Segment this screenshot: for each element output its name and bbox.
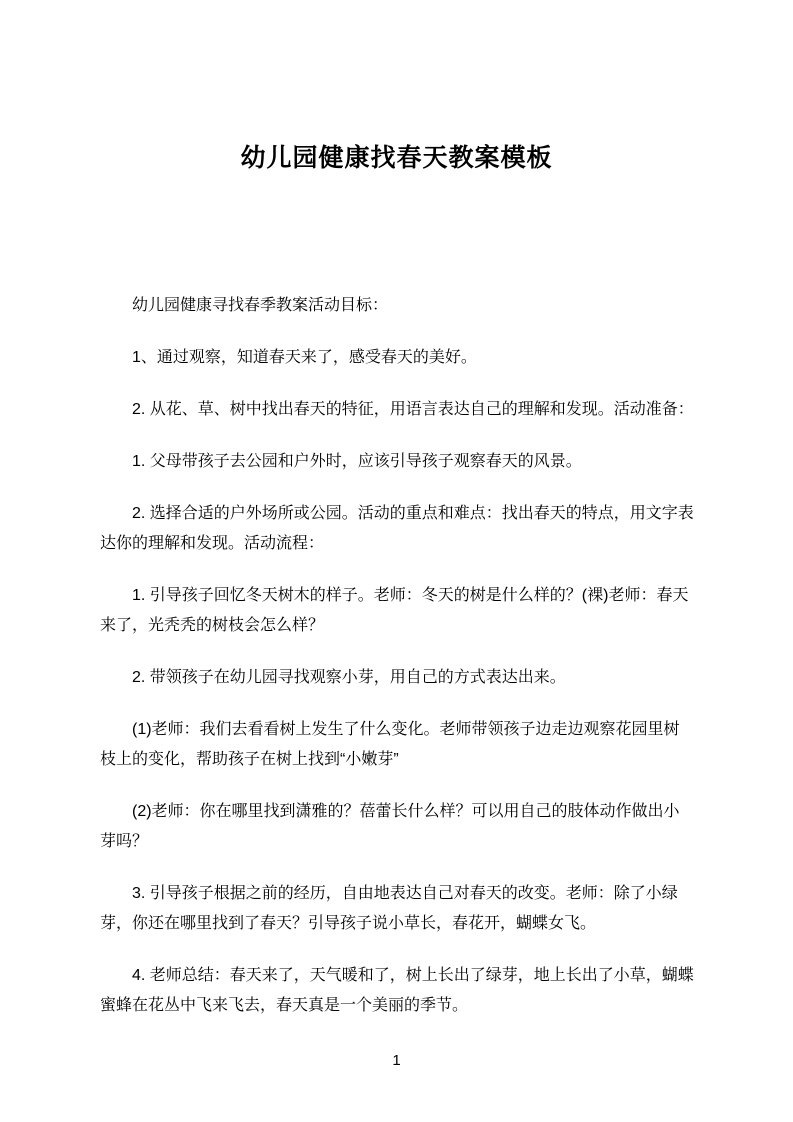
paragraph-preparation-1: 1. 父母带孩子去公园和户外时，应该引导孩子观察春天的风景。: [132, 453, 582, 470]
paragraph-goal-1: 1、通过观察，知道春天来了，感受春天的美好。: [132, 349, 477, 366]
paragraph-process-2: 2. 带领孩子在幼儿园寻找观察小芽，用自己的方式表达出来。: [132, 669, 566, 686]
paragraph-activity-goals-heading: 幼儿园健康寻找春季教案活动目标：: [132, 297, 389, 314]
paragraph-process-1: 1. 引导孩子回忆冬天树木的样子。老师：冬天的树是什么样的？(裸)老师：春天来了，光秃秃的树枝会怎么样？: [100, 587, 689, 634]
paragraph-process-3: 3. 引导孩子根据之前的经历，自由地表达自己对春天的改变。老师：除了小绿芽，你还在哪里找到了春天？引导孩子说小草长，春花开，蝴蝶女飞。: [100, 885, 678, 932]
paragraph-process-2-1: (1)老师：我们去看看树上发生了什么变化。老师带领孩子边走边观察花园里树枝上的变化，帮助孩子在树上找到“小嫩芽”: [100, 721, 680, 768]
document-body: [100, 291, 694, 1043]
page-number: 1: [392, 1052, 401, 1069]
paragraph-goal-2-preparation: 2. 从花、草、树中找出春天的特征，用语言表达自己的理解和发现。活动准备：: [132, 401, 694, 418]
paragraph-preparation-2-process: 2. 选择合适的户外场所或公园。活动的重点和难点：找出春天的特点，用文字表达你的理解和发现。活动流程：: [100, 505, 694, 552]
paragraph-process-4-summary: 4. 老师总结：春天来了，天气暖和了，树上长出了绿芽，地上长出了小草，蝴蝶蜜蜂在花丛中飞来飞去，春天真是一个美丽的季节。: [100, 967, 694, 1014]
document-title: 幼儿园健康找春天教案模板: [240, 144, 553, 172]
paragraph-process-2-2: (2)老师：你在哪里找到潇雅的？蓓蕾长什么样？可以用自己的肢体动作做出小芽吗？: [100, 803, 680, 850]
